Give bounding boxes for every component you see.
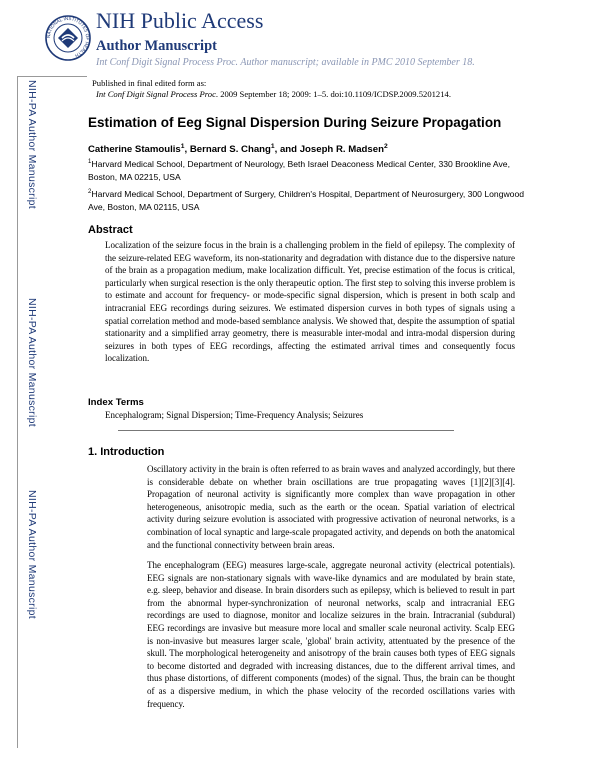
- left-margin-rule: [17, 76, 18, 748]
- affiliation: [88, 158, 528, 183]
- side-label-top: NIH-PA Author Manuscript: [26, 80, 38, 209]
- author-manuscript-subtitle: Author Manuscript: [96, 38, 217, 54]
- side-label-bottom: NIH-PA Author Manuscript: [26, 490, 38, 619]
- pmc-availability-banner: Int Conf Digit Signal Process Proc. Author manuscript; available in PMC 2010 September 18.: [96, 57, 475, 68]
- affiliation: [88, 188, 528, 213]
- publication-citation: [96, 88, 451, 100]
- affiliation-mark: 1: [88, 159, 92, 166]
- author-name: Bernard S. Chang: [189, 144, 271, 155]
- author-name: Catherine Stamoulis: [88, 144, 181, 155]
- author-affiliation-mark: 2: [383, 142, 388, 150]
- index-terms-heading: Index Terms: [88, 397, 144, 408]
- nih-public-access-title: NIH Public Access: [96, 8, 264, 33]
- introduction-paragraph: The encephalogram (EEG) measures large-scale, aggregate neuronal activity (electrical potentials). EEG signals are non-stationary signals with wave-like dynamics and are modulated by brain state, e.g. sleep, behavior and disease. In brain disorders such as epilepsy, which is believed to result in part from the abnormal hyper-synchronization of neuronal networks, scalp and intracranial EEG recordings are used to diagnose, monitor and localize seizures in the brain. Intracranial (subdural) EEG recordings are invasive but measure more local and smaller scale neuronal activity. Scalp EEG is non-invasive but measures larger scale, 'global' brain activity, attentuated by the presence of the skull. The morphological heterogeneity and anisotropy of the brain causes both types of EEG signals to become distorted and degraded with increasing distances, due to the different arrival times, and thus phase distortions, of different components (modes) of the signal. Thus, the brain can be thought of as a dispersive medium, in which the phase velocity of the recorded oscillations varies with frequency.: [147, 560, 515, 709]
- introduction-heading: 1. Introduction: [88, 446, 165, 458]
- introduction-paragraph: Oscillatory activity in the brain is often referred to as brain waves and analyzed accordingly, but there is considerable debate on whether brain oscillations are true propagating waves [1][2][3][4]. Propagation of neuronal activity is significantly more complex than wave propagation in other heterogeneous, anisotropic media, such as the earth or the ocean. Spatial variation of electrical activity during seizure evolution is associated with progressive activation of neuronal networks, is a combination of local synaptic and large-scale propagated activity, and depends on both the anatomical and the functional connectivity between brain areas.: [147, 464, 515, 550]
- author-affiliation-mark: 1: [180, 142, 185, 150]
- section-divider: [118, 430, 454, 431]
- citation-details: . 2009 September 18; 2009: 1–5. doi:10.1109/ICDSP.2009.5201214.: [215, 89, 451, 99]
- nih-seal-text: NATIONAL INSTITUTES OF HEALTH: [45, 15, 91, 59]
- author-separator: ,: [184, 144, 190, 155]
- author-list: [88, 143, 388, 157]
- affiliation-text: Harvard Medical School, Department of Surgery, Children's Hospital, Department of Neurosurgery, 300 Longwood Ave, Boston, MA 02115, USA: [88, 189, 525, 212]
- affiliation-mark: 2: [88, 189, 92, 196]
- affiliation-text: Harvard Medical School, Department of Neurology, Beth Israel Deaconess Medical Center, 330 Brookline Ave, Boston, MA 02215, USA: [88, 159, 510, 182]
- author-name: Joseph R. Madsen: [299, 144, 384, 155]
- header-rule: [17, 76, 87, 77]
- side-label-middle: NIH-PA Author Manuscript: [26, 298, 38, 427]
- paper-title: Estimation of Eeg Signal Dispersion During Seizure Propagation: [88, 115, 502, 130]
- published-label: Published in final edited form as:: [92, 78, 207, 88]
- author-affiliation-mark: 1: [270, 142, 275, 150]
- journal-name: Int Conf Digit Signal Process Proc: [96, 89, 216, 99]
- author-separator: , and: [274, 144, 300, 155]
- index-terms-list: Encephalogram; Signal Dispersion; Time-Frequency Analysis; Seizures: [105, 410, 364, 420]
- abstract-heading: Abstract: [88, 224, 133, 236]
- nih-seal-logo: [44, 14, 92, 62]
- abstract-body: Localization of the seizure focus in the brain is a challenging problem in the field of epilepsy. The complexity of the seizure-related EEG waveform, its non-stationarity and degradation with distance due to the dispersive nature of the brain as a propagation medium, make localization difficult. Yet, precise estimation of the focus is critical, particularly when surgical resection is the only therapeutic option. The first step to solving this inverse problem is to estimate and account for frequency- or mode-specific signal dispersion, which is present in both scalp and intracranial EEG recordings during seizures. We estimated dispersion curves in both types of signals using a spatial correlation method and mode-based semblance analysis. We showed that, despite the assumption of spatial stationarity and a simplified array geometry, there is measurable inter-modal and intra-modal dispersion during seizures in both types of EEG recordings, affecting the estimated arrival times and consequently focus localization.: [105, 240, 516, 364]
